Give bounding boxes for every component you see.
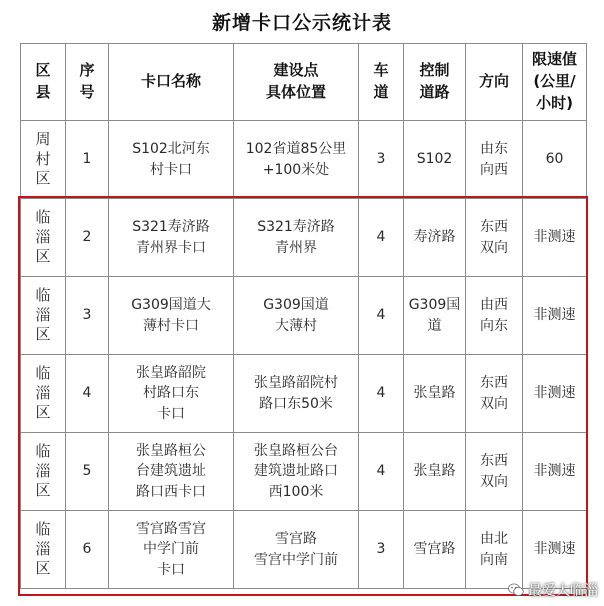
header-number: 序 号 <box>66 44 109 121</box>
watermark-text: 最爱大临淄 <box>528 583 598 599</box>
cell-number: 6 <box>66 511 109 589</box>
table-row <box>21 121 587 199</box>
cell-checkpoint-name: 雪宫路雪宫 中学门前 卡口 <box>109 511 234 589</box>
cell-district: 临 淄 区 <box>21 433 66 511</box>
cell-number: 1 <box>66 121 109 199</box>
cell-control-road: 张皇路 <box>404 355 466 433</box>
cell-checkpoint-name: G309国道大 薄村卡口 <box>109 277 234 355</box>
cell-number: 4 <box>66 355 109 433</box>
cell-control-road: 雪宫路 <box>404 511 466 589</box>
cell-control-road: G309国 道 <box>404 277 466 355</box>
cell-district: 临 淄 区 <box>21 199 66 277</box>
cell-speed-limit: 非测速 <box>523 277 587 355</box>
cell-direction: 东西 双向 <box>466 199 523 277</box>
header-lanes: 车 道 <box>359 44 404 121</box>
cell-number: 2 <box>66 199 109 277</box>
cell-lanes: 3 <box>359 121 404 199</box>
wechat-icon <box>508 583 524 597</box>
cell-lanes: 4 <box>359 277 404 355</box>
table-row <box>21 355 587 433</box>
cell-speed-limit: 非测速 <box>523 199 587 277</box>
cell-number: 3 <box>66 277 109 355</box>
table-row <box>21 277 587 355</box>
cell-speed-limit: 非测速 <box>523 511 587 589</box>
cell-lanes: 3 <box>359 511 404 589</box>
table-title: 新增卡口公示统计表 <box>211 12 392 34</box>
cell-location: 雪宫路 雪宫中学门前 <box>234 511 359 589</box>
cell-checkpoint-name: S321寿济路 青州界卡口 <box>109 199 234 277</box>
cell-speed-limit: 60 <box>523 121 587 199</box>
cell-direction: 东西 双向 <box>466 355 523 433</box>
header-speed-limit: 限速值 (公里/ 小时) <box>523 44 587 121</box>
cell-lanes: 4 <box>359 199 404 277</box>
cell-checkpoint-name: 张皇路桓公 台建筑遗址 路口西卡口 <box>109 433 234 511</box>
cell-location: 张皇路韶院村 路口东50米 <box>234 355 359 433</box>
cell-district: 临 淄 区 <box>21 277 66 355</box>
table-row <box>21 511 587 589</box>
cell-location: 102省道85公里 +100米处 <box>234 121 359 199</box>
header-district: 区 县 <box>21 44 66 121</box>
checkpoint-table <box>20 43 587 589</box>
cell-direction: 由西 向东 <box>466 277 523 355</box>
cell-speed-limit: 非测速 <box>523 355 587 433</box>
cell-speed-limit: 非测速 <box>523 433 587 511</box>
cell-control-road: S102 <box>404 121 466 199</box>
watermark <box>508 580 598 600</box>
cell-control-road: 寿济路 <box>404 199 466 277</box>
cell-location: 张皇路桓公台 建筑遗址路口 西100米 <box>234 433 359 511</box>
header-direction: 方向 <box>466 44 523 121</box>
cell-checkpoint-name: S102北河东 村卡口 <box>109 121 234 199</box>
cell-number: 5 <box>66 433 109 511</box>
cell-direction: 由东 向西 <box>466 121 523 199</box>
table-row <box>21 199 587 277</box>
cell-district: 临 淄 区 <box>21 511 66 589</box>
header-control-road: 控制 道路 <box>404 44 466 121</box>
cell-lanes: 4 <box>359 433 404 511</box>
cell-district: 周 村 区 <box>21 121 66 199</box>
cell-control-road: 张皇路 <box>404 433 466 511</box>
cell-location: G309国道 大薄村 <box>234 277 359 355</box>
table-row <box>21 433 587 511</box>
header-row <box>21 44 587 121</box>
cell-district: 临 淄 区 <box>21 355 66 433</box>
cell-lanes: 4 <box>359 355 404 433</box>
cell-location: S321寿济路 青州界 <box>234 199 359 277</box>
cell-direction: 由北 向南 <box>466 511 523 589</box>
header-checkpoint-name: 卡口名称 <box>109 44 234 121</box>
cell-checkpoint-name: 张皇路韶院 村路口东 卡口 <box>109 355 234 433</box>
header-location: 建设点 具体位置 <box>234 44 359 121</box>
cell-direction: 东西 双向 <box>466 433 523 511</box>
